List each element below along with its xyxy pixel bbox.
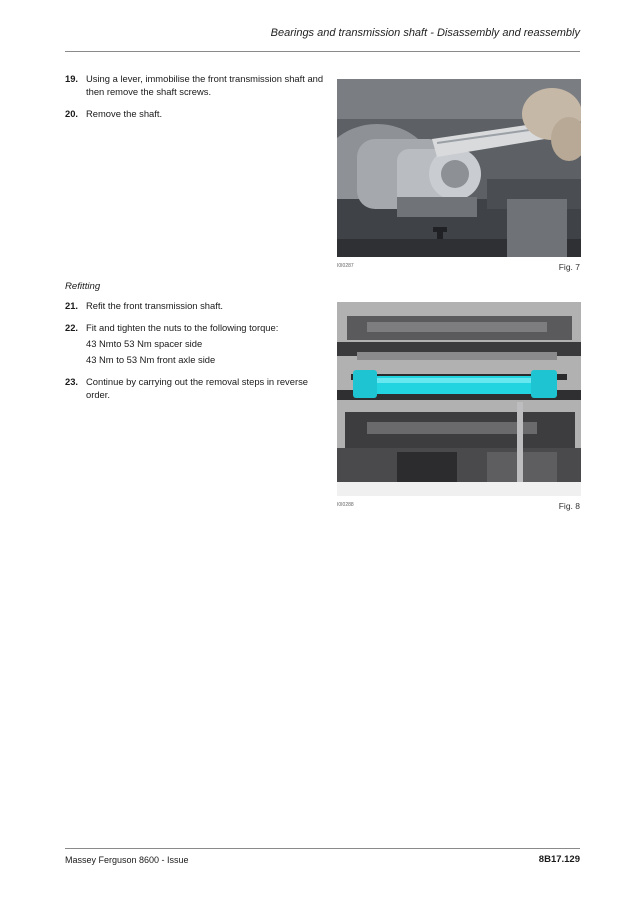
- step-text: Using a lever, immobilise the front transmission shaft and then remove the shaft screws.: [86, 73, 324, 97]
- torque-front-axle-side: 43 Nm to 53 Nm front axle side: [86, 354, 216, 365]
- step-19: [65, 72, 327, 98]
- steps-section-refitting: [65, 280, 327, 410]
- figure-8-ref: I0I0288: [337, 502, 354, 508]
- step-text: Fit and tighten the nuts to the following torque:: [86, 322, 279, 333]
- step-number: 19.: [65, 73, 79, 84]
- step-number: 23.: [65, 376, 79, 387]
- page-header-title: Bearings and transmission shaft - Disassembly and reassembly: [270, 27, 580, 39]
- steps-section-removal: [65, 72, 327, 129]
- step-number: 22.: [65, 322, 79, 333]
- figure-7-caption: Fig. 7: [558, 262, 580, 272]
- step-20: [65, 107, 327, 120]
- step-21: [65, 299, 327, 312]
- figure-8-photo: [337, 302, 581, 496]
- footer-rule: [65, 848, 580, 849]
- footer-publication: Massey Ferguson 8600 - Issue: [65, 855, 189, 865]
- step-22: [65, 321, 327, 366]
- figure-8-caption: Fig. 8: [558, 501, 580, 511]
- step-23: [65, 375, 327, 401]
- figure-7-ref: I0I0287: [337, 263, 354, 269]
- step-number: 20.: [65, 108, 79, 119]
- step-number: 21.: [65, 300, 79, 311]
- torque-spacer-side: 43 Nmto 53 Nm spacer side: [86, 338, 203, 349]
- step-text: Refit the front transmission shaft.: [86, 300, 224, 311]
- header-rule: [65, 51, 580, 52]
- figure-7-photo: [337, 79, 581, 257]
- step-text: Remove the shaft.: [86, 108, 163, 119]
- step-text: Continue by carrying out the removal steps in reverse order.: [86, 376, 308, 400]
- footer-page-number: 8B17.129: [538, 854, 580, 865]
- refitting-heading: Refitting: [65, 281, 101, 292]
